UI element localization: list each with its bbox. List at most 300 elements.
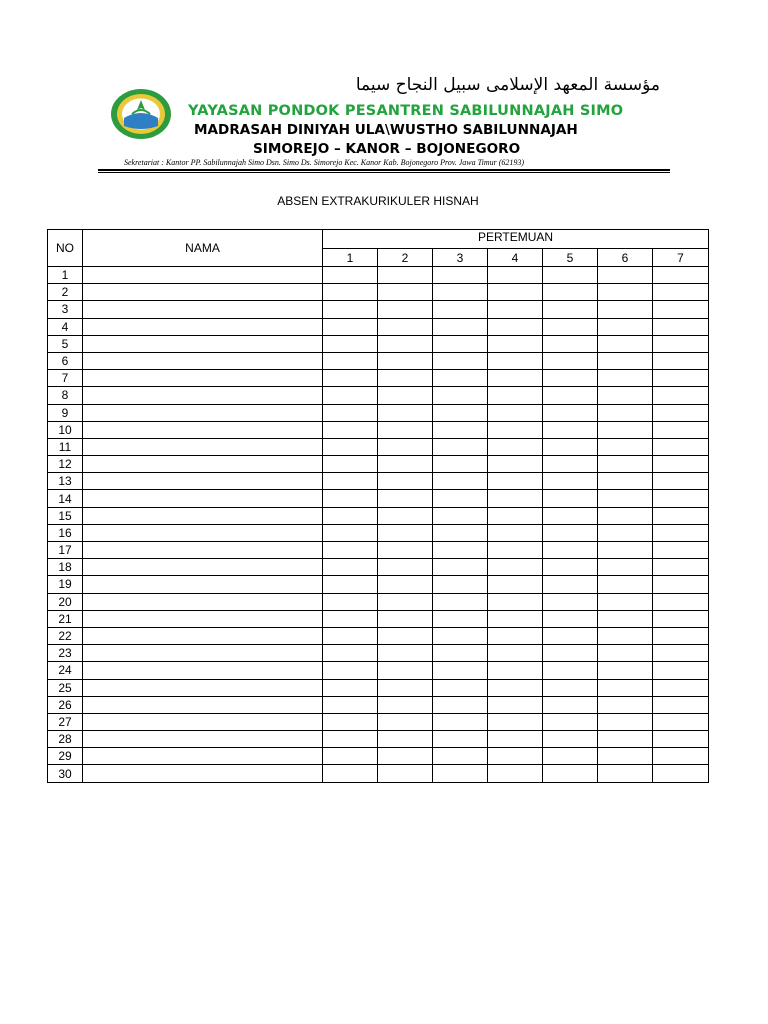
letterhead	[98, 68, 670, 174]
attendance-cell-meeting-6[interactable]	[598, 679, 653, 696]
name-cell[interactable]	[83, 576, 323, 593]
name-cell[interactable]	[83, 335, 323, 352]
attendance-cell-meeting-3[interactable]	[433, 679, 488, 696]
madrasah-name: MADRASAH DINIYAH ULA\WUSTHO SABILUNNAJAH	[194, 122, 578, 138]
name-cell[interactable]	[83, 267, 323, 284]
attendance-cell-meeting-6[interactable]	[598, 352, 653, 369]
row-number: 20	[48, 593, 83, 610]
row-number: 19	[48, 576, 83, 593]
attendance-cell-meeting-4[interactable]	[488, 679, 543, 696]
row-number: 12	[48, 456, 83, 473]
attendance-cell-meeting-1[interactable]	[323, 627, 378, 644]
secretariat-address: Sekretariat : Kantor PP. Sabilunnajah Simo Dsn. Simo Ds. Simorejo Kec. Kanor Kab. Bojonegoro Prov. Jawa Timur (62193)	[124, 158, 525, 167]
attendance-cell-meeting-1[interactable]	[323, 301, 378, 318]
name-cell[interactable]	[83, 593, 323, 610]
attendance-cell-meeting-1[interactable]	[323, 713, 378, 730]
attendance-cell-meeting-7[interactable]	[653, 765, 709, 782]
document-title: ABSEN EXTRAKURIKULER HISNAH	[277, 194, 479, 208]
attendance-cell-meeting-5[interactable]	[543, 404, 598, 421]
attendance-cell-meeting-2[interactable]	[378, 542, 433, 559]
attendance-cell-meeting-4[interactable]	[488, 576, 543, 593]
attendance-cell-meeting-3[interactable]	[433, 576, 488, 593]
attendance-cell-meeting-4[interactable]	[488, 490, 543, 507]
attendance-cell-meeting-6[interactable]	[598, 456, 653, 473]
attendance-cell-meeting-2[interactable]	[378, 645, 433, 662]
attendance-cell-meeting-5[interactable]	[543, 576, 598, 593]
attendance-cell-meeting-6[interactable]	[598, 387, 653, 404]
attendance-cell-meeting-3[interactable]	[433, 421, 488, 438]
row-number: 18	[48, 559, 83, 576]
attendance-cell-meeting-4[interactable]	[488, 713, 543, 730]
attendance-cell-meeting-4[interactable]	[488, 352, 543, 369]
row-number: 26	[48, 696, 83, 713]
attendance-cell-meeting-1[interactable]	[323, 679, 378, 696]
attendance-cell-meeting-5[interactable]	[543, 765, 598, 782]
attendance-cell-meeting-7[interactable]	[653, 542, 709, 559]
name-cell[interactable]	[83, 421, 323, 438]
name-cell[interactable]	[83, 352, 323, 369]
name-cell[interactable]	[83, 731, 323, 748]
table-row	[48, 542, 709, 559]
table-row	[48, 267, 709, 284]
attendance-cell-meeting-1[interactable]	[323, 696, 378, 713]
attendance-cell-meeting-3[interactable]	[433, 490, 488, 507]
row-number: 25	[48, 679, 83, 696]
attendance-cell-meeting-6[interactable]	[598, 610, 653, 627]
attendance-cell-meeting-6[interactable]	[598, 473, 653, 490]
attendance-cell-meeting-1[interactable]	[323, 507, 378, 524]
attendance-table	[47, 229, 709, 783]
name-cell[interactable]	[83, 662, 323, 679]
attendance-cell-meeting-1[interactable]	[323, 748, 378, 765]
attendance-cell-meeting-7[interactable]	[653, 610, 709, 627]
attendance-cell-meeting-3[interactable]	[433, 370, 488, 387]
attendance-cell-meeting-5[interactable]	[543, 421, 598, 438]
attendance-cell-meeting-4[interactable]	[488, 267, 543, 284]
attendance-cell-meeting-2[interactable]	[378, 576, 433, 593]
address-location: SIMOREJO – KANOR – BOJONEGORO	[253, 141, 521, 157]
name-cell[interactable]	[83, 542, 323, 559]
attendance-cell-meeting-3[interactable]	[433, 645, 488, 662]
attendance-cell-meeting-2[interactable]	[378, 610, 433, 627]
table-row	[48, 679, 709, 696]
attendance-cell-meeting-2[interactable]	[378, 731, 433, 748]
header-no: NO	[48, 230, 83, 267]
attendance-cell-meeting-4[interactable]	[488, 765, 543, 782]
name-cell[interactable]	[83, 404, 323, 421]
header-meeting-5: 5	[543, 249, 598, 267]
row-number: 8	[48, 387, 83, 404]
name-cell[interactable]	[83, 387, 323, 404]
attendance-cell-meeting-5[interactable]	[543, 731, 598, 748]
attendance-cell-meeting-1[interactable]	[323, 387, 378, 404]
attendance-cell-meeting-6[interactable]	[598, 748, 653, 765]
attendance-cell-meeting-7[interactable]	[653, 490, 709, 507]
row-number: 3	[48, 301, 83, 318]
attendance-cell-meeting-5[interactable]	[543, 438, 598, 455]
row-number: 7	[48, 370, 83, 387]
attendance-cell-meeting-5[interactable]	[543, 662, 598, 679]
attendance-cell-meeting-6[interactable]	[598, 267, 653, 284]
table-row	[48, 456, 709, 473]
attendance-cell-meeting-7[interactable]	[653, 335, 709, 352]
name-cell[interactable]	[83, 473, 323, 490]
table-row	[48, 301, 709, 318]
attendance-cell-meeting-5[interactable]	[543, 267, 598, 284]
attendance-cell-meeting-3[interactable]	[433, 542, 488, 559]
row-number: 28	[48, 731, 83, 748]
attendance-cell-meeting-1[interactable]	[323, 284, 378, 301]
attendance-cell-meeting-1[interactable]	[323, 765, 378, 782]
attendance-cell-meeting-4[interactable]	[488, 318, 543, 335]
attendance-cell-meeting-7[interactable]	[653, 507, 709, 524]
table-row	[48, 713, 709, 730]
attendance-cell-meeting-3[interactable]	[433, 267, 488, 284]
attendance-cell-meeting-3[interactable]	[433, 662, 488, 679]
attendance-cell-meeting-7[interactable]	[653, 301, 709, 318]
table-row	[48, 765, 709, 782]
attendance-cell-meeting-6[interactable]	[598, 593, 653, 610]
attendance-cell-meeting-3[interactable]	[433, 301, 488, 318]
attendance-cell-meeting-5[interactable]	[543, 284, 598, 301]
attendance-cell-meeting-6[interactable]	[598, 713, 653, 730]
attendance-cell-meeting-3[interactable]	[433, 473, 488, 490]
attendance-cell-meeting-5[interactable]	[543, 473, 598, 490]
attendance-cell-meeting-1[interactable]	[323, 610, 378, 627]
attendance-cell-meeting-2[interactable]	[378, 507, 433, 524]
attendance-cell-meeting-2[interactable]	[378, 267, 433, 284]
header-meeting-4: 4	[488, 249, 543, 267]
attendance-cell-meeting-4[interactable]	[488, 404, 543, 421]
attendance-cell-meeting-6[interactable]	[598, 524, 653, 541]
table-row	[48, 731, 709, 748]
arabic-foundation-name: مؤسسة المعهد الإسلامى سبيل النجاح سيما	[355, 75, 660, 95]
name-cell[interactable]	[83, 490, 323, 507]
attendance-cell-meeting-6[interactable]	[598, 370, 653, 387]
attendance-cell-meeting-2[interactable]	[378, 438, 433, 455]
attendance-cell-meeting-4[interactable]	[488, 593, 543, 610]
name-cell[interactable]	[83, 627, 323, 644]
attendance-cell-meeting-7[interactable]	[653, 524, 709, 541]
table-row	[48, 748, 709, 765]
attendance-cell-meeting-2[interactable]	[378, 765, 433, 782]
attendance-cell-meeting-1[interactable]	[323, 267, 378, 284]
attendance-cell-meeting-4[interactable]	[488, 335, 543, 352]
attendance-cell-meeting-3[interactable]	[433, 318, 488, 335]
attendance-cell-meeting-2[interactable]	[378, 387, 433, 404]
attendance-cell-meeting-2[interactable]	[378, 748, 433, 765]
attendance-cell-meeting-1[interactable]	[323, 559, 378, 576]
name-cell[interactable]	[83, 713, 323, 730]
attendance-cell-meeting-1[interactable]	[323, 731, 378, 748]
name-cell[interactable]	[83, 318, 323, 335]
attendance-cell-meeting-5[interactable]	[543, 335, 598, 352]
attendance-cell-meeting-7[interactable]	[653, 679, 709, 696]
attendance-cell-meeting-4[interactable]	[488, 473, 543, 490]
attendance-cell-meeting-7[interactable]	[653, 593, 709, 610]
table-row	[48, 662, 709, 679]
row-number: 6	[48, 352, 83, 369]
attendance-cell-meeting-7[interactable]	[653, 662, 709, 679]
attendance-cell-meeting-1[interactable]	[323, 318, 378, 335]
attendance-cell-meeting-1[interactable]	[323, 370, 378, 387]
attendance-cell-meeting-7[interactable]	[653, 473, 709, 490]
attendance-cell-meeting-2[interactable]	[378, 593, 433, 610]
name-cell[interactable]	[83, 679, 323, 696]
attendance-cell-meeting-7[interactable]	[653, 696, 709, 713]
name-cell[interactable]	[83, 507, 323, 524]
foundation-name: YAYASAN PONDOK PESANTREN SABILUNNAJAH SIMO	[188, 103, 624, 119]
attendance-cell-meeting-3[interactable]	[433, 438, 488, 455]
table-row	[48, 387, 709, 404]
name-cell[interactable]	[83, 284, 323, 301]
attendance-cell-meeting-4[interactable]	[488, 627, 543, 644]
attendance-cell-meeting-7[interactable]	[653, 404, 709, 421]
attendance-cell-meeting-1[interactable]	[323, 456, 378, 473]
attendance-cell-meeting-5[interactable]	[543, 318, 598, 335]
attendance-cell-meeting-3[interactable]	[433, 387, 488, 404]
attendance-cell-meeting-3[interactable]	[433, 696, 488, 713]
attendance-cell-meeting-2[interactable]	[378, 559, 433, 576]
name-cell[interactable]	[83, 645, 323, 662]
attendance-cell-meeting-5[interactable]	[543, 645, 598, 662]
attendance-cell-meeting-3[interactable]	[433, 610, 488, 627]
attendance-cell-meeting-3[interactable]	[433, 593, 488, 610]
attendance-cell-meeting-4[interactable]	[488, 610, 543, 627]
row-number: 10	[48, 421, 83, 438]
attendance-cell-meeting-2[interactable]	[378, 284, 433, 301]
table-row	[48, 524, 709, 541]
attendance-cell-meeting-6[interactable]	[598, 301, 653, 318]
name-cell[interactable]	[83, 438, 323, 455]
attendance-cell-meeting-6[interactable]	[598, 284, 653, 301]
letterhead-rule-thin	[98, 172, 670, 173]
table-row	[48, 404, 709, 421]
attendance-cell-meeting-1[interactable]	[323, 404, 378, 421]
attendance-cell-meeting-2[interactable]	[378, 490, 433, 507]
attendance-cell-meeting-4[interactable]	[488, 696, 543, 713]
table-row	[48, 559, 709, 576]
attendance-cell-meeting-4[interactable]	[488, 370, 543, 387]
name-cell[interactable]	[83, 456, 323, 473]
attendance-cell-meeting-6[interactable]	[598, 559, 653, 576]
attendance-cell-meeting-5[interactable]	[543, 524, 598, 541]
table-row	[48, 593, 709, 610]
attendance-cell-meeting-4[interactable]	[488, 301, 543, 318]
attendance-cell-meeting-4[interactable]	[488, 645, 543, 662]
attendance-cell-meeting-7[interactable]	[653, 645, 709, 662]
attendance-cell-meeting-4[interactable]	[488, 748, 543, 765]
attendance-cell-meeting-4[interactable]	[488, 387, 543, 404]
attendance-cell-meeting-2[interactable]	[378, 301, 433, 318]
attendance-cell-meeting-4[interactable]	[488, 456, 543, 473]
attendance-cell-meeting-1[interactable]	[323, 421, 378, 438]
attendance-cell-meeting-5[interactable]	[543, 627, 598, 644]
attendance-cell-meeting-5[interactable]	[543, 696, 598, 713]
attendance-cell-meeting-3[interactable]	[433, 456, 488, 473]
header-meeting-2: 2	[378, 249, 433, 267]
attendance-cell-meeting-7[interactable]	[653, 370, 709, 387]
attendance-cell-meeting-5[interactable]	[543, 713, 598, 730]
attendance-cell-meeting-6[interactable]	[598, 645, 653, 662]
attendance-cell-meeting-3[interactable]	[433, 335, 488, 352]
attendance-cell-meeting-1[interactable]	[323, 542, 378, 559]
attendance-cell-meeting-5[interactable]	[543, 748, 598, 765]
attendance-cell-meeting-6[interactable]	[598, 490, 653, 507]
attendance-cell-meeting-2[interactable]	[378, 473, 433, 490]
attendance-cell-meeting-5[interactable]	[543, 679, 598, 696]
attendance-cell-meeting-7[interactable]	[653, 627, 709, 644]
attendance-cell-meeting-1[interactable]	[323, 438, 378, 455]
attendance-cell-meeting-2[interactable]	[378, 421, 433, 438]
header-name: NAMA	[83, 230, 323, 267]
attendance-cell-meeting-2[interactable]	[378, 352, 433, 369]
attendance-cell-meeting-3[interactable]	[433, 748, 488, 765]
attendance-cell-meeting-5[interactable]	[543, 507, 598, 524]
attendance-cell-meeting-5[interactable]	[543, 593, 598, 610]
header-meeting-3: 3	[433, 249, 488, 267]
attendance-cell-meeting-5[interactable]	[543, 542, 598, 559]
attendance-cell-meeting-3[interactable]	[433, 524, 488, 541]
attendance-cell-meeting-2[interactable]	[378, 662, 433, 679]
attendance-cell-meeting-7[interactable]	[653, 713, 709, 730]
attendance-cell-meeting-6[interactable]	[598, 335, 653, 352]
attendance-cell-meeting-4[interactable]	[488, 507, 543, 524]
attendance-cell-meeting-6[interactable]	[598, 438, 653, 455]
attendance-cell-meeting-7[interactable]	[653, 387, 709, 404]
name-cell[interactable]	[83, 370, 323, 387]
attendance-cell-meeting-4[interactable]	[488, 524, 543, 541]
attendance-cell-meeting-6[interactable]	[598, 318, 653, 335]
attendance-cell-meeting-5[interactable]	[543, 301, 598, 318]
attendance-cell-meeting-7[interactable]	[653, 748, 709, 765]
attendance-cell-meeting-6[interactable]	[598, 627, 653, 644]
attendance-cell-meeting-4[interactable]	[488, 284, 543, 301]
attendance-cell-meeting-7[interactable]	[653, 267, 709, 284]
attendance-cell-meeting-5[interactable]	[543, 352, 598, 369]
attendance-cell-meeting-1[interactable]	[323, 662, 378, 679]
table-row	[48, 438, 709, 455]
attendance-cell-meeting-4[interactable]	[488, 542, 543, 559]
attendance-cell-meeting-6[interactable]	[598, 731, 653, 748]
attendance-cell-meeting-7[interactable]	[653, 284, 709, 301]
attendance-cell-meeting-1[interactable]	[323, 352, 378, 369]
row-number: 22	[48, 627, 83, 644]
attendance-cell-meeting-3[interactable]	[433, 713, 488, 730]
attendance-cell-meeting-5[interactable]	[543, 387, 598, 404]
attendance-cell-meeting-3[interactable]	[433, 507, 488, 524]
attendance-cell-meeting-7[interactable]	[653, 318, 709, 335]
attendance-cell-meeting-2[interactable]	[378, 370, 433, 387]
attendance-cell-meeting-1[interactable]	[323, 335, 378, 352]
name-cell[interactable]	[83, 524, 323, 541]
table-row	[48, 318, 709, 335]
name-cell[interactable]	[83, 301, 323, 318]
attendance-cell-meeting-5[interactable]	[543, 456, 598, 473]
name-cell[interactable]	[83, 610, 323, 627]
attendance-cell-meeting-3[interactable]	[433, 284, 488, 301]
attendance-cell-meeting-1[interactable]	[323, 524, 378, 541]
attendance-cell-meeting-2[interactable]	[378, 713, 433, 730]
attendance-cell-meeting-7[interactable]	[653, 559, 709, 576]
attendance-cell-meeting-6[interactable]	[598, 404, 653, 421]
attendance-cell-meeting-6[interactable]	[598, 507, 653, 524]
attendance-cell-meeting-4[interactable]	[488, 421, 543, 438]
attendance-cell-meeting-7[interactable]	[653, 352, 709, 369]
attendance-cell-meeting-1[interactable]	[323, 645, 378, 662]
attendance-cell-meeting-2[interactable]	[378, 524, 433, 541]
name-cell[interactable]	[83, 696, 323, 713]
table-row	[48, 421, 709, 438]
table-row	[48, 370, 709, 387]
foundation-logo-icon	[110, 88, 172, 140]
attendance-cell-meeting-3[interactable]	[433, 731, 488, 748]
attendance-cell-meeting-5[interactable]	[543, 559, 598, 576]
attendance-cell-meeting-3[interactable]	[433, 627, 488, 644]
attendance-cell-meeting-7[interactable]	[653, 438, 709, 455]
attendance-cell-meeting-2[interactable]	[378, 335, 433, 352]
table-row	[48, 284, 709, 301]
attendance-cell-meeting-2[interactable]	[378, 456, 433, 473]
attendance-cell-meeting-5[interactable]	[543, 490, 598, 507]
header-meeting-6: 6	[598, 249, 653, 267]
row-number: 13	[48, 473, 83, 490]
attendance-cell-meeting-6[interactable]	[598, 662, 653, 679]
attendance-cell-meeting-5[interactable]	[543, 370, 598, 387]
table-row	[48, 627, 709, 644]
letterhead-rule-thick	[98, 169, 670, 171]
attendance-cell-meeting-2[interactable]	[378, 696, 433, 713]
attendance-cell-meeting-4[interactable]	[488, 559, 543, 576]
attendance-cell-meeting-1[interactable]	[323, 490, 378, 507]
name-cell[interactable]	[83, 765, 323, 782]
attendance-cell-meeting-4[interactable]	[488, 438, 543, 455]
attendance-cell-meeting-6[interactable]	[598, 696, 653, 713]
attendance-cell-meeting-4[interactable]	[488, 731, 543, 748]
row-number: 17	[48, 542, 83, 559]
attendance-cell-meeting-1[interactable]	[323, 593, 378, 610]
attendance-cell-meeting-3[interactable]	[433, 765, 488, 782]
row-number: 14	[48, 490, 83, 507]
attendance-cell-meeting-2[interactable]	[378, 627, 433, 644]
attendance-cell-meeting-7[interactable]	[653, 731, 709, 748]
row-number: 27	[48, 713, 83, 730]
attendance-cell-meeting-3[interactable]	[433, 352, 488, 369]
attendance-cell-meeting-6[interactable]	[598, 421, 653, 438]
name-cell[interactable]	[83, 559, 323, 576]
attendance-cell-meeting-6[interactable]	[598, 542, 653, 559]
row-number: 16	[48, 524, 83, 541]
attendance-cell-meeting-2[interactable]	[378, 404, 433, 421]
name-cell[interactable]	[83, 748, 323, 765]
attendance-cell-meeting-7[interactable]	[653, 576, 709, 593]
attendance-cell-meeting-3[interactable]	[433, 559, 488, 576]
attendance-cell-meeting-1[interactable]	[323, 473, 378, 490]
attendance-cell-meeting-2[interactable]	[378, 318, 433, 335]
attendance-cell-meeting-4[interactable]	[488, 662, 543, 679]
table-row	[48, 507, 709, 524]
attendance-cell-meeting-3[interactable]	[433, 404, 488, 421]
row-number: 30	[48, 765, 83, 782]
attendance-cell-meeting-6[interactable]	[598, 765, 653, 782]
attendance-cell-meeting-6[interactable]	[598, 576, 653, 593]
attendance-cell-meeting-7[interactable]	[653, 421, 709, 438]
attendance-cell-meeting-2[interactable]	[378, 679, 433, 696]
attendance-cell-meeting-5[interactable]	[543, 610, 598, 627]
table-row	[48, 490, 709, 507]
attendance-cell-meeting-7[interactable]	[653, 456, 709, 473]
attendance-cell-meeting-1[interactable]	[323, 576, 378, 593]
